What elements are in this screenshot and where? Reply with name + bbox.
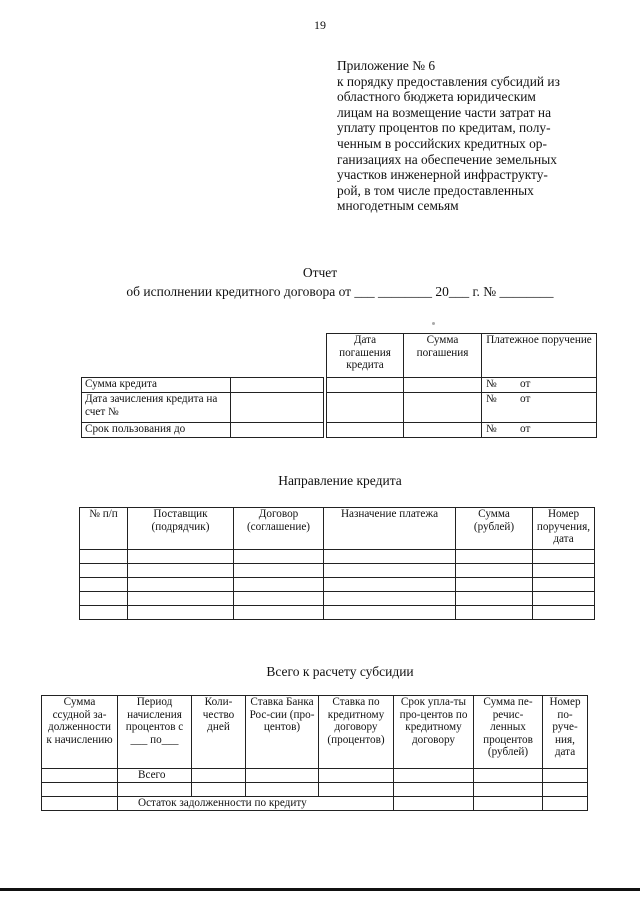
table-cell[interactable] xyxy=(324,550,456,564)
table-row xyxy=(80,550,595,564)
table-cell[interactable] xyxy=(543,797,588,811)
appendix-line: уплату процентов по кредитам, полу- xyxy=(337,120,551,136)
credit-date-label: Дата зачисления кредита на счет № xyxy=(82,393,231,423)
row-number-header: № п/п xyxy=(80,508,128,550)
payment-term-header: Срок упла-ты про-центов по кредитному договору xyxy=(394,696,474,769)
table-cell[interactable] xyxy=(394,797,474,811)
payment-from-label: от xyxy=(520,393,531,405)
table-row xyxy=(80,564,595,578)
table-cell[interactable] xyxy=(533,550,595,564)
table-cell[interactable] xyxy=(246,783,319,797)
table-row xyxy=(80,578,595,592)
table-cell[interactable] xyxy=(128,592,234,606)
table-row xyxy=(42,783,588,797)
table-cell[interactable] xyxy=(118,783,192,797)
order-number-header: Номер поручения, дата xyxy=(533,508,595,550)
table-header-row xyxy=(80,508,595,550)
table-cell[interactable] xyxy=(128,578,234,592)
page-number: 19 xyxy=(314,18,326,32)
scan-dot xyxy=(432,322,435,325)
table-cell[interactable] xyxy=(394,783,474,797)
paid-interest-header: Сумма пе-речис-ленных процентов (рублей) xyxy=(474,696,543,769)
table-cell[interactable] xyxy=(80,606,128,620)
debt-amount-header: Сумма ссудной за-долженности к начислению xyxy=(42,696,118,769)
contract-header: Договор (соглашение) xyxy=(234,508,324,550)
table-cell[interactable] xyxy=(324,564,456,578)
table-cell[interactable] xyxy=(474,797,543,811)
table-row xyxy=(82,393,324,423)
table-cell[interactable] xyxy=(192,769,246,783)
table-cell[interactable] xyxy=(128,606,234,620)
supplier-header: Поставщик (подрядчик) xyxy=(128,508,234,550)
table-cell[interactable] xyxy=(234,592,324,606)
subsidy-title: Всего к расчету субсидии xyxy=(266,664,414,679)
table-cell[interactable] xyxy=(42,797,118,811)
appendix-line: Приложение № 6 xyxy=(337,58,436,73)
appendix-header xyxy=(337,58,597,214)
appendix-line: лицам на возмещение части затрат на xyxy=(337,104,552,120)
table-row xyxy=(82,423,324,438)
table-cell[interactable] xyxy=(128,564,234,578)
payment-order-cell[interactable] xyxy=(482,378,597,393)
subsidy-table xyxy=(41,695,588,811)
table-cell[interactable] xyxy=(533,592,595,606)
credit-repayment-table xyxy=(326,333,597,438)
order-number-header: Номер по-руче-ния, дата xyxy=(543,696,588,769)
repayment-date-header: Дата погашения кредита xyxy=(327,334,404,378)
payment-from-label: от xyxy=(520,423,531,435)
payment-order-header: Платежное поручение xyxy=(482,334,597,378)
table-cell[interactable] xyxy=(128,550,234,564)
credit-term-label: Срок пользования до xyxy=(82,423,231,438)
sum-header: Сумма (рублей) xyxy=(456,508,533,550)
table-cell[interactable] xyxy=(319,769,394,783)
credit-amount-value[interactable] xyxy=(231,378,324,393)
table-cell[interactable] xyxy=(404,423,482,438)
credit-direction-table xyxy=(79,507,595,620)
table-cell[interactable] xyxy=(456,592,533,606)
table-cell[interactable] xyxy=(327,423,404,438)
table-cell[interactable] xyxy=(474,769,543,783)
table-cell[interactable] xyxy=(42,769,118,783)
table-cell[interactable] xyxy=(327,393,404,423)
table-cell[interactable] xyxy=(80,578,128,592)
credit-amount-label: Сумма кредита xyxy=(82,378,231,393)
repayment-amount-header: Сумма погашения xyxy=(404,334,482,378)
table-cell[interactable] xyxy=(234,564,324,578)
table-cell[interactable] xyxy=(324,606,456,620)
table-cell[interactable] xyxy=(533,564,595,578)
table-cell[interactable] xyxy=(543,783,588,797)
table-row xyxy=(80,592,595,606)
payment-no-label: № xyxy=(486,393,497,405)
appendix-line: участков инженерной инфраструкту- xyxy=(337,167,548,183)
table-cell[interactable] xyxy=(80,564,128,578)
table-cell[interactable] xyxy=(456,578,533,592)
table-row xyxy=(42,769,588,783)
appendix-line: рой, в том числе предоставленных xyxy=(337,182,534,198)
table-cell[interactable] xyxy=(456,606,533,620)
table-cell[interactable] xyxy=(456,564,533,578)
table-row xyxy=(327,393,597,423)
table-cell[interactable] xyxy=(324,578,456,592)
days-count-header: Коли-чество дней xyxy=(192,696,246,769)
payment-from-label: от xyxy=(520,378,531,390)
table-row xyxy=(80,606,595,620)
table-cell[interactable] xyxy=(543,769,588,783)
table-cell[interactable] xyxy=(42,783,118,797)
payment-order-cell[interactable] xyxy=(482,423,597,438)
table-cell[interactable] xyxy=(80,592,128,606)
table-cell[interactable] xyxy=(327,378,404,393)
table-cell[interactable] xyxy=(533,606,595,620)
appendix-line: областного бюджета юридическим xyxy=(337,89,536,105)
payment-no-label: № xyxy=(486,423,497,435)
table-cell[interactable] xyxy=(404,378,482,393)
table-row xyxy=(327,423,597,438)
bottom-rule xyxy=(0,888,640,891)
appendix-line: многодетным семьям xyxy=(337,198,459,214)
table-header-row xyxy=(327,334,597,378)
table-cell[interactable] xyxy=(234,606,324,620)
payment-order-cell[interactable] xyxy=(482,393,597,423)
appendix-line: к порядку предоставления субсидий из xyxy=(337,73,560,89)
credit-info-left-table xyxy=(81,377,324,438)
table-cell[interactable] xyxy=(324,592,456,606)
interest-period-header: Период начисления процентов с ___ по___ xyxy=(118,696,192,769)
appendix-line: ченным в российских кредитных ор- xyxy=(337,135,547,151)
table-cell[interactable] xyxy=(404,393,482,423)
table-cell[interactable] xyxy=(234,578,324,592)
table-row xyxy=(327,378,597,393)
contract-rate-header: Ставка по кредитному договору (процентов) xyxy=(319,696,394,769)
table-row xyxy=(82,378,324,393)
payment-purpose-header: Назначение платежа xyxy=(324,508,456,550)
appendix-line: ганизациях на обеспечение земельных xyxy=(337,151,557,167)
balance-label: Остаток задолженности по кредиту xyxy=(118,797,394,811)
table-cell[interactable] xyxy=(192,783,246,797)
table-row xyxy=(42,797,588,811)
report-title: Отчет xyxy=(302,265,338,280)
payment-no-label: № xyxy=(486,378,497,390)
credit-date-value[interactable] xyxy=(231,393,324,423)
report-subtitle: об исполнении кредитного договора от ___ ________ 20___ г. № ________ xyxy=(126,284,554,299)
table-cell[interactable] xyxy=(456,550,533,564)
table-cell[interactable] xyxy=(80,550,128,564)
table-cell[interactable] xyxy=(319,783,394,797)
total-label: Всего xyxy=(118,769,192,783)
table-cell[interactable] xyxy=(533,578,595,592)
table-cell[interactable] xyxy=(394,769,474,783)
table-cell[interactable] xyxy=(246,769,319,783)
central-bank-rate-header: Ставка Банка Рос-сии (про-центов) xyxy=(246,696,319,769)
table-header-row xyxy=(42,696,588,769)
table-cell[interactable] xyxy=(474,783,543,797)
credit-term-value[interactable] xyxy=(231,423,324,438)
direction-title: Направление кредита xyxy=(278,473,402,488)
table-cell[interactable] xyxy=(234,550,324,564)
